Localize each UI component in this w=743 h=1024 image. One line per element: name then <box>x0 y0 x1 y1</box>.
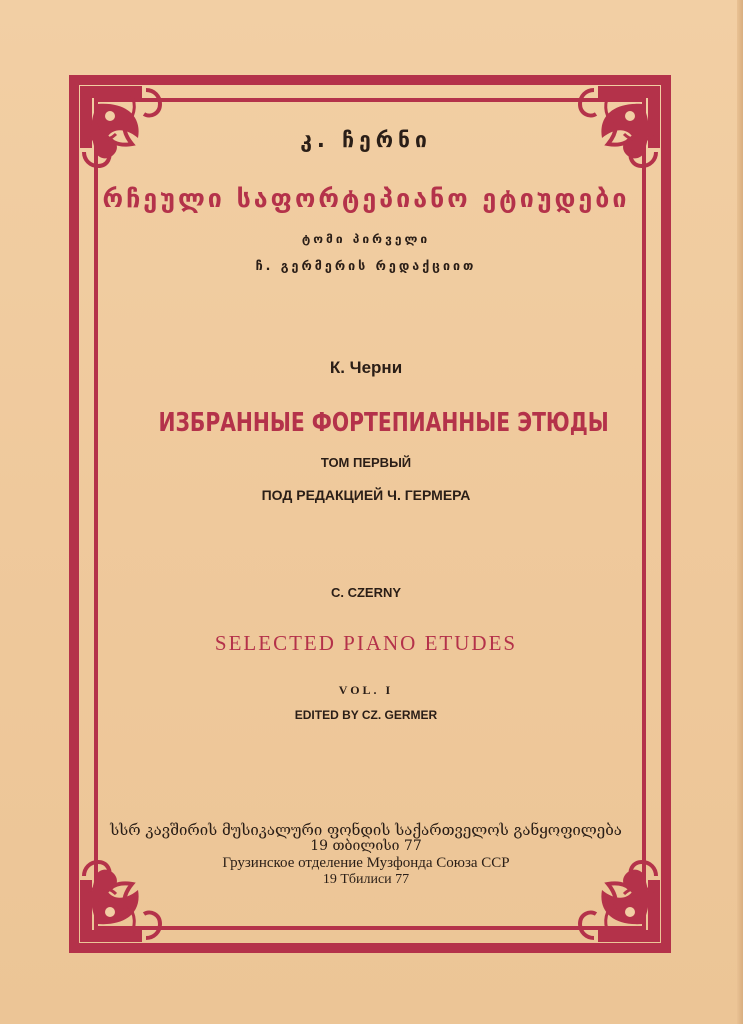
english-title: SELECTED PIANO ETUDES <box>214 631 518 655</box>
russian-editor: ПОД РЕДАКЦИЕЙ Ч. ГЕРМЕРА <box>261 487 471 503</box>
inner-border <box>96 100 644 928</box>
georgian-volume: ტომი პირველი <box>301 232 431 246</box>
publisher-russian: Грузинское отделение Музфонда Союза ССР <box>222 855 510 871</box>
georgian-author: კ. ჩერნი <box>300 128 432 152</box>
georgian-title: რჩეული საფორტეპიანო ეტიუდები <box>102 184 630 213</box>
english-volume: VOL. I <box>338 683 394 697</box>
publisher-georgian-city: 19 თბილისი 77 <box>310 838 422 854</box>
russian-author: К. Черни <box>329 358 403 377</box>
georgian-editor: ჩ. გერმერის რედაქციით <box>255 258 477 273</box>
english-author: C. CZERNY <box>330 585 402 600</box>
publisher-russian-city: 19 Тбилиси 77 <box>322 872 410 887</box>
english-editor: EDITED BY CZ. GERMER <box>294 708 438 722</box>
russian-title: ИЗБРАННЫЕ ФОРТЕПИАННЫЕ ЭТЮДЫ <box>158 408 609 438</box>
russian-volume: ТОМ ПЕРВЫЙ <box>320 455 412 470</box>
publisher-georgian: სსრ კავშირის მუსიკალური ფონდის საქართველოს განყოფილება <box>110 821 622 839</box>
